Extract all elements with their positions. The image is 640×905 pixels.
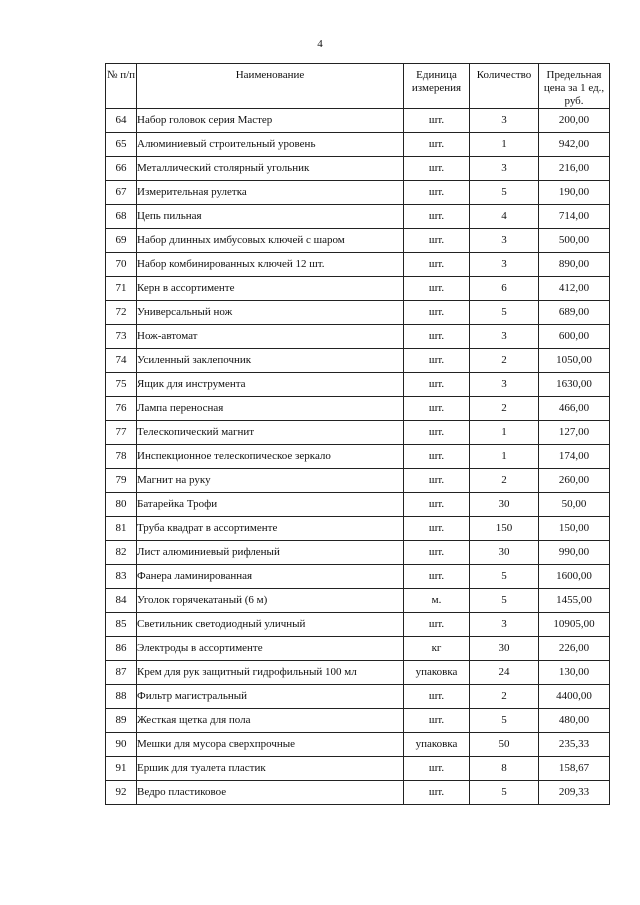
item-quantity: 30: [470, 637, 539, 661]
row-number: 88: [106, 685, 137, 709]
row-number: 71: [106, 277, 137, 301]
table-row: [106, 733, 610, 757]
row-number: 77: [106, 421, 137, 445]
item-name: Лампа переносная: [137, 397, 404, 421]
item-name: Мешки для мусора сверхпрочные: [137, 733, 404, 757]
item-unit: шт.: [404, 613, 470, 637]
item-quantity: 1: [470, 421, 539, 445]
item-unit: шт.: [404, 277, 470, 301]
item-unit: шт.: [404, 181, 470, 205]
item-unit: шт.: [404, 541, 470, 565]
item-unit: упаковка: [404, 661, 470, 685]
item-quantity: 5: [470, 589, 539, 613]
item-name: Жесткая щетка для пола: [137, 709, 404, 733]
item-name: Набор головок серия Мастер: [137, 109, 404, 133]
item-unit: шт.: [404, 109, 470, 133]
row-number: 90: [106, 733, 137, 757]
item-quantity: 30: [470, 541, 539, 565]
table-row: [106, 133, 610, 157]
table-row: [106, 373, 610, 397]
item-unit: шт.: [404, 253, 470, 277]
item-quantity: 1: [470, 445, 539, 469]
item-price: 1050,00: [539, 349, 610, 373]
row-number: 79: [106, 469, 137, 493]
header-price: Предельная цена за 1 ед., руб.: [539, 64, 610, 109]
item-quantity: 150: [470, 517, 539, 541]
item-unit: шт.: [404, 709, 470, 733]
item-price: 500,00: [539, 229, 610, 253]
item-price: 216,00: [539, 157, 610, 181]
item-unit: шт.: [404, 757, 470, 781]
item-price: 689,00: [539, 301, 610, 325]
item-quantity: 24: [470, 661, 539, 685]
row-number: 85: [106, 613, 137, 637]
item-name: Светильник светодиодный уличный: [137, 613, 404, 637]
table-row: [106, 205, 610, 229]
table-row: [106, 613, 610, 637]
row-number: 72: [106, 301, 137, 325]
item-name: Телескопический магнит: [137, 421, 404, 445]
row-number: 76: [106, 397, 137, 421]
item-price: 1630,00: [539, 373, 610, 397]
item-quantity: 5: [470, 181, 539, 205]
item-quantity: 5: [470, 709, 539, 733]
item-price: 127,00: [539, 421, 610, 445]
item-unit: шт.: [404, 493, 470, 517]
table-header-row: [106, 64, 610, 109]
item-unit: кг: [404, 637, 470, 661]
item-name: Батарейка Трофи: [137, 493, 404, 517]
row-number: 89: [106, 709, 137, 733]
header-name: Наименование: [137, 64, 404, 109]
item-name: Измерительная рулетка: [137, 181, 404, 205]
table-row: [106, 757, 610, 781]
row-number: 84: [106, 589, 137, 613]
item-unit: шт.: [404, 133, 470, 157]
row-number: 74: [106, 349, 137, 373]
item-unit: шт.: [404, 349, 470, 373]
item-name: Фильтр магистральный: [137, 685, 404, 709]
item-price: 200,00: [539, 109, 610, 133]
item-name: Ящик для инструмента: [137, 373, 404, 397]
item-unit: шт.: [404, 157, 470, 181]
table-row: [106, 445, 610, 469]
item-quantity: 5: [470, 565, 539, 589]
item-price: 190,00: [539, 181, 610, 205]
item-quantity: 1: [470, 133, 539, 157]
item-price: 480,00: [539, 709, 610, 733]
item-price: 209,33: [539, 781, 610, 805]
table-row: [106, 565, 610, 589]
table-row: [106, 493, 610, 517]
table-row: [106, 325, 610, 349]
table-row: [106, 517, 610, 541]
row-number: 92: [106, 781, 137, 805]
row-number: 80: [106, 493, 137, 517]
item-price: 714,00: [539, 205, 610, 229]
item-price: 1600,00: [539, 565, 610, 589]
table-body: [106, 109, 610, 805]
item-quantity: 50: [470, 733, 539, 757]
row-number: 82: [106, 541, 137, 565]
table-row: [106, 277, 610, 301]
header-qty: Количество: [470, 64, 539, 109]
table-row: [106, 157, 610, 181]
item-unit: шт.: [404, 373, 470, 397]
item-price: 4400,00: [539, 685, 610, 709]
table-row: [106, 229, 610, 253]
item-name: Ведро пластиковое: [137, 781, 404, 805]
item-name: Набор комбинированных ключей 12 шт.: [137, 253, 404, 277]
item-unit: шт.: [404, 325, 470, 349]
table-row: [106, 181, 610, 205]
item-quantity: 30: [470, 493, 539, 517]
item-quantity: 2: [470, 685, 539, 709]
item-quantity: 5: [470, 781, 539, 805]
row-number: 83: [106, 565, 137, 589]
item-unit: м.: [404, 589, 470, 613]
row-number: 68: [106, 205, 137, 229]
item-name: Фанера ламинированная: [137, 565, 404, 589]
row-number: 66: [106, 157, 137, 181]
item-name: Лист алюминиевый рифленый: [137, 541, 404, 565]
item-unit: шт.: [404, 301, 470, 325]
table-row: [106, 637, 610, 661]
item-price: 226,00: [539, 637, 610, 661]
item-price: 260,00: [539, 469, 610, 493]
item-quantity: 3: [470, 229, 539, 253]
item-price: 10905,00: [539, 613, 610, 637]
item-name: Усиленный заклепочник: [137, 349, 404, 373]
item-price: 990,00: [539, 541, 610, 565]
row-number: 91: [106, 757, 137, 781]
item-unit: шт.: [404, 229, 470, 253]
row-number: 70: [106, 253, 137, 277]
item-name: Магнит на руку: [137, 469, 404, 493]
item-price: 158,67: [539, 757, 610, 781]
table-row: [106, 469, 610, 493]
item-name: Ершик для туалета пластик: [137, 757, 404, 781]
item-unit: шт.: [404, 205, 470, 229]
header-num: № п/п: [106, 64, 137, 109]
item-quantity: 3: [470, 613, 539, 637]
item-name: Инспекционное телескопическое зеркало: [137, 445, 404, 469]
item-quantity: 2: [470, 349, 539, 373]
table-row: [106, 421, 610, 445]
item-price: 174,00: [539, 445, 610, 469]
item-unit: упаковка: [404, 733, 470, 757]
item-name: Набор длинных имбусовых ключей с шаром: [137, 229, 404, 253]
row-number: 81: [106, 517, 137, 541]
table-row: [106, 781, 610, 805]
item-name: Металлический столярный угольник: [137, 157, 404, 181]
item-price: 412,00: [539, 277, 610, 301]
item-price: 130,00: [539, 661, 610, 685]
item-unit: шт.: [404, 685, 470, 709]
item-name: Цепь пильная: [137, 205, 404, 229]
item-price: 466,00: [539, 397, 610, 421]
table-row: [106, 397, 610, 421]
table-row: [106, 685, 610, 709]
row-number: 67: [106, 181, 137, 205]
item-quantity: 3: [470, 109, 539, 133]
row-number: 86: [106, 637, 137, 661]
row-number: 75: [106, 373, 137, 397]
row-number: 78: [106, 445, 137, 469]
item-unit: шт.: [404, 421, 470, 445]
row-number: 65: [106, 133, 137, 157]
item-price: 890,00: [539, 253, 610, 277]
item-unit: шт.: [404, 445, 470, 469]
item-quantity: 6: [470, 277, 539, 301]
table-row: [106, 589, 610, 613]
item-name: Нож-автомат: [137, 325, 404, 349]
row-number: 87: [106, 661, 137, 685]
item-unit: шт.: [404, 781, 470, 805]
header-unit: Единица измерения: [404, 64, 470, 109]
table-row: [106, 661, 610, 685]
item-name: Электроды в ассортименте: [137, 637, 404, 661]
item-unit: шт.: [404, 469, 470, 493]
item-unit: шт.: [404, 517, 470, 541]
item-name: Керн в ассортименте: [137, 277, 404, 301]
item-quantity: 4: [470, 205, 539, 229]
table-row: [106, 709, 610, 733]
items-table: [105, 63, 610, 805]
item-name: Универсальный нож: [137, 301, 404, 325]
item-quantity: 2: [470, 397, 539, 421]
row-number: 69: [106, 229, 137, 253]
item-quantity: 3: [470, 373, 539, 397]
table-row: [106, 253, 610, 277]
item-quantity: 5: [470, 301, 539, 325]
page-number: 4: [317, 38, 323, 50]
item-quantity: 8: [470, 757, 539, 781]
item-quantity: 3: [470, 157, 539, 181]
item-price: 150,00: [539, 517, 610, 541]
item-name: Крем для рук защитный гидрофильный 100 мл: [137, 661, 404, 685]
row-number: 73: [106, 325, 137, 349]
item-price: 50,00: [539, 493, 610, 517]
item-unit: шт.: [404, 565, 470, 589]
row-number: 64: [106, 109, 137, 133]
item-quantity: 3: [470, 325, 539, 349]
item-price: 600,00: [539, 325, 610, 349]
table-row: [106, 349, 610, 373]
item-quantity: 2: [470, 469, 539, 493]
item-name: Алюминиевый строительный уровень: [137, 133, 404, 157]
item-price: 1455,00: [539, 589, 610, 613]
item-name: Уголок горячекатаный (6 м): [137, 589, 404, 613]
item-quantity: 3: [470, 253, 539, 277]
item-price: 942,00: [539, 133, 610, 157]
table-row: [106, 301, 610, 325]
table-row: [106, 541, 610, 565]
item-price: 235,33: [539, 733, 610, 757]
table-row: [106, 109, 610, 133]
item-unit: шт.: [404, 397, 470, 421]
item-name: Труба квадрат в ассортименте: [137, 517, 404, 541]
